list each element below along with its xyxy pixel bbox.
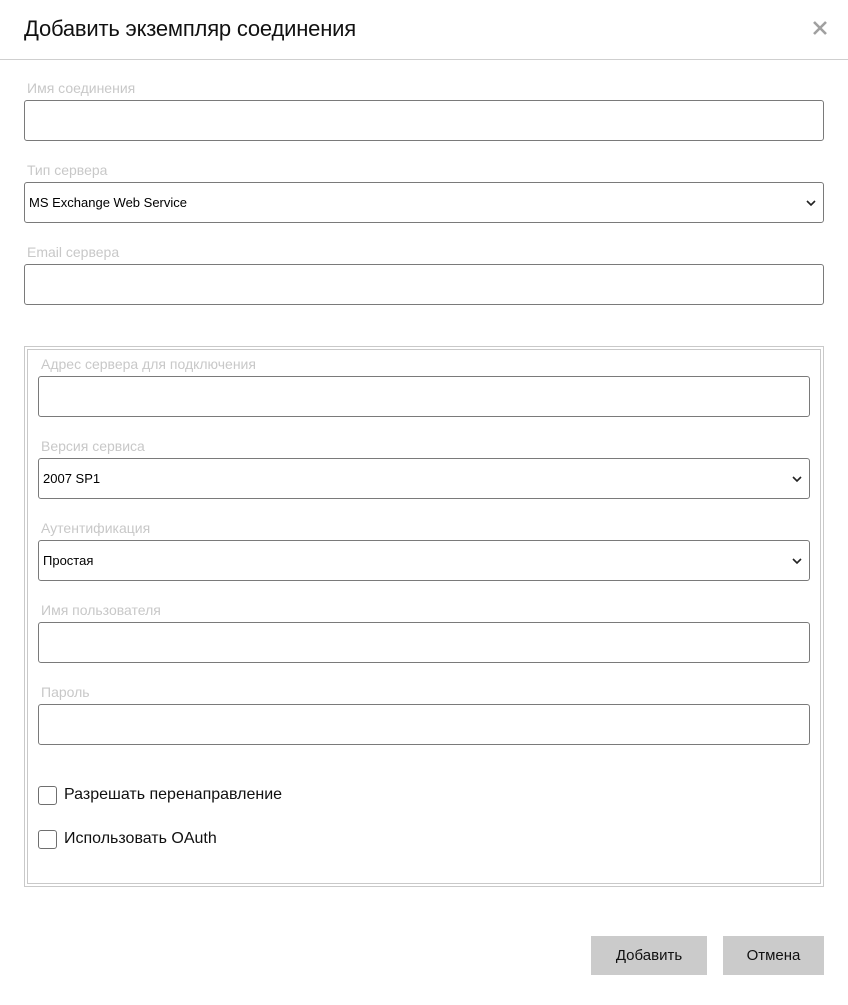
username-label: Имя пользователя	[41, 602, 161, 618]
connection-name-input[interactable]	[24, 100, 824, 141]
password-input[interactable]	[38, 704, 810, 745]
use-oauth-label: Использовать OAuth	[64, 830, 217, 847]
server-email-label: Email сервера	[27, 244, 120, 260]
use-oauth-option[interactable]	[38, 829, 217, 849]
allow-redirect-checkbox[interactable]	[38, 786, 57, 805]
password-label: Пароль	[41, 684, 90, 700]
authentication-select[interactable]	[38, 540, 810, 581]
server-type-label: Тип сервера	[27, 162, 108, 178]
close-icon	[808, 15, 832, 41]
authentication-label: Аутентификация	[41, 520, 151, 536]
use-oauth-checkbox[interactable]	[38, 830, 57, 849]
server-type-select[interactable]	[24, 182, 824, 223]
allow-redirect-option[interactable]	[38, 785, 282, 805]
server-address-label: Адрес сервера для подключения	[41, 356, 256, 372]
username-input[interactable]	[38, 622, 810, 663]
allow-redirect-label: Разрешать перенаправление	[64, 786, 283, 803]
cancel-button[interactable]: Отмена	[723, 936, 824, 975]
service-version-label: Версия сервиса	[41, 438, 145, 454]
server-address-input[interactable]	[38, 376, 810, 417]
chevron-down-icon	[805, 197, 817, 209]
connection-name-label: Имя соединения	[27, 80, 136, 96]
dialog-header	[0, 0, 848, 60]
service-version-select[interactable]	[38, 458, 810, 499]
service-version-value: 2007 SP1	[43, 471, 101, 486]
chevron-down-icon	[791, 473, 803, 485]
server-email-input[interactable]	[24, 264, 824, 305]
dialog-title: Добавить экземпляр соединения	[24, 16, 356, 41]
close-button[interactable]	[808, 15, 832, 41]
authentication-value: Простая	[43, 553, 94, 568]
add-button[interactable]: Добавить	[591, 936, 707, 975]
server-type-value: MS Exchange Web Service	[29, 195, 187, 210]
chevron-down-icon	[791, 555, 803, 567]
